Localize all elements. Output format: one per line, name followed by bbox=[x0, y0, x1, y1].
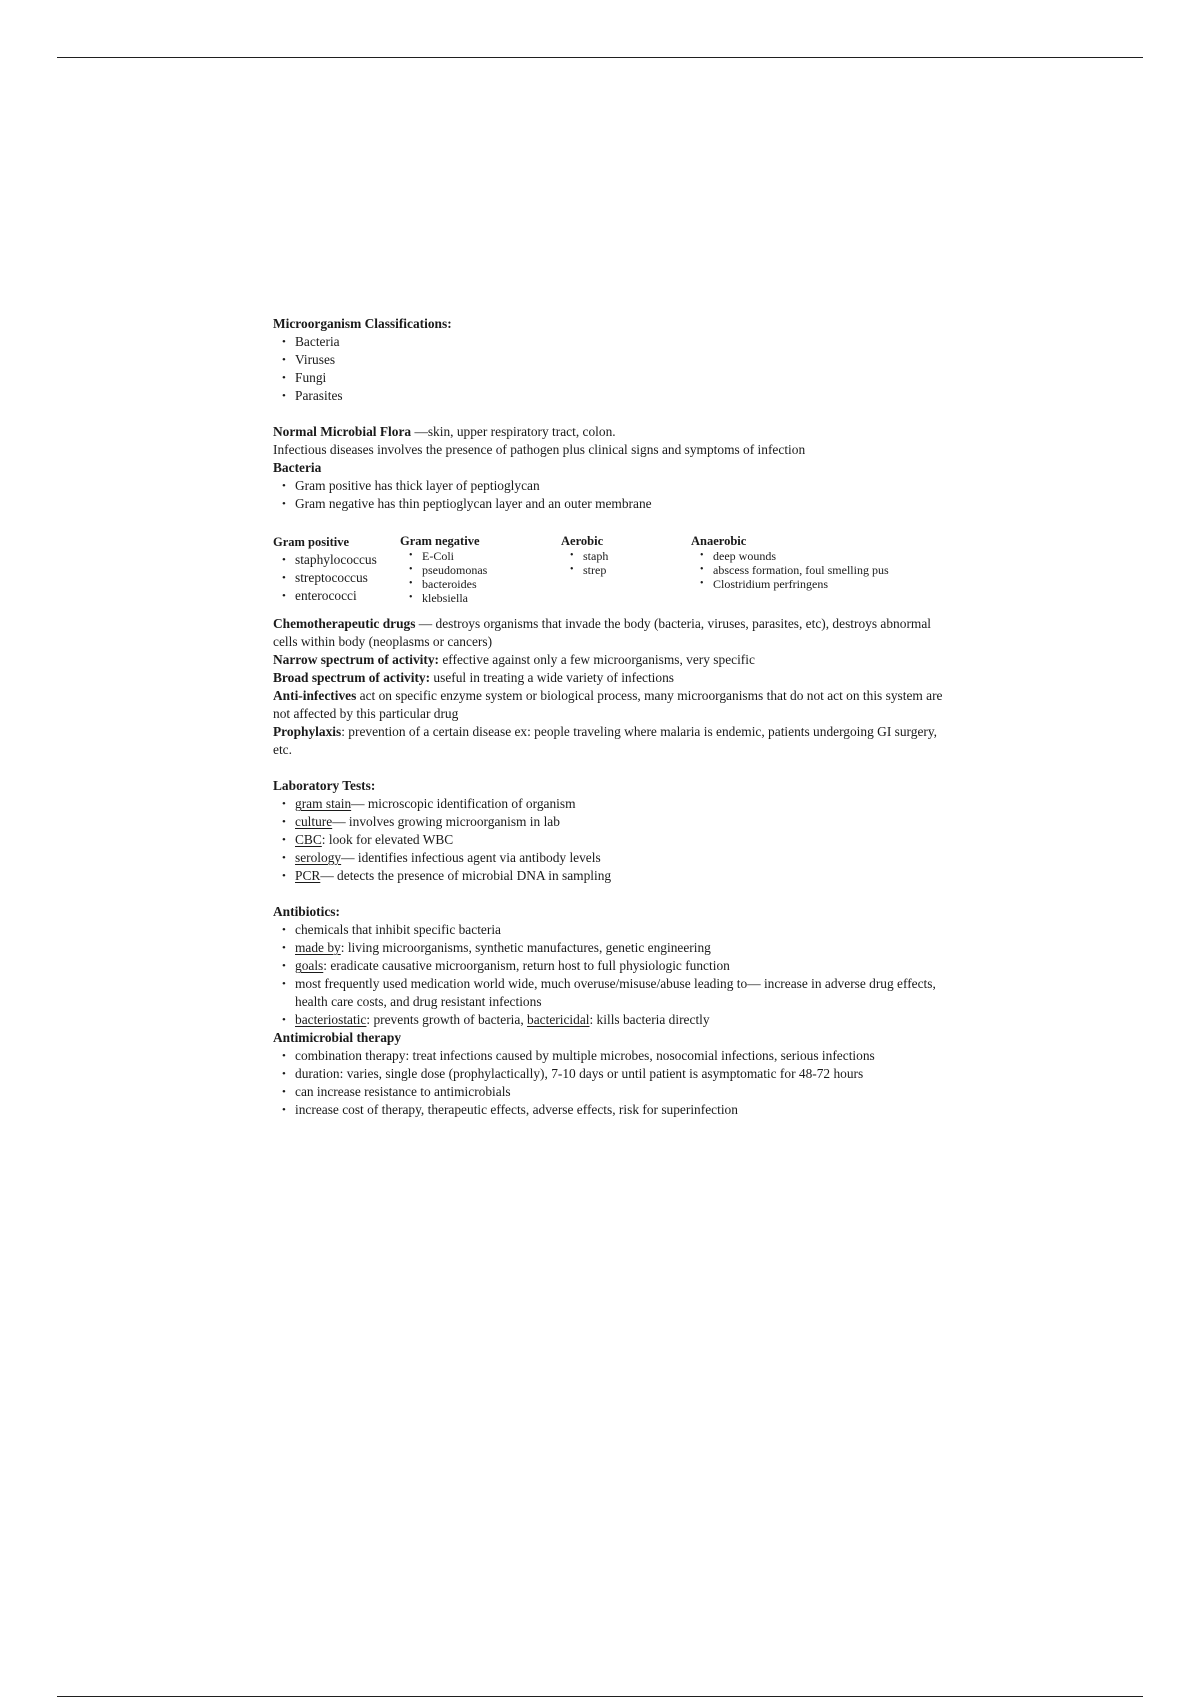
classifications-heading: Microorganism Classifications: bbox=[273, 316, 452, 331]
list-item: • culture— involves growing microorganism in lab bbox=[295, 813, 953, 831]
list-item: • bacteriostatic: prevents growth of bacteria, bactericidal: kills bacteria directly bbox=[295, 1011, 953, 1029]
bacteria-heading: Bacteria bbox=[273, 460, 322, 475]
list-item: • deep wounds bbox=[713, 549, 953, 563]
bacteria-columns bbox=[273, 533, 953, 603]
top-rule bbox=[57, 57, 1143, 58]
list-item: • PCR— detects the presence of microbial DNA in sampling bbox=[295, 867, 953, 885]
antibiotics-list bbox=[273, 921, 953, 1029]
definition-broad-spectrum: Broad spectrum of activity: useful in treating a wide variety of infections bbox=[273, 670, 675, 685]
definition-narrow-spectrum: Narrow spectrum of activity: effective against only a few microorganisms, very specific bbox=[273, 652, 755, 667]
classifications-list bbox=[273, 333, 953, 405]
list-item: • goals: eradicate causative microorganism, return host to full physiologic function bbox=[295, 957, 953, 975]
flora-term: Normal Microbial Flora bbox=[273, 424, 412, 439]
list-item: • enterococci bbox=[295, 587, 398, 605]
list-item: • increase cost of therapy, therapeutic effects, adverse effects, risk for superinfection bbox=[295, 1101, 953, 1119]
antimicrobial-list bbox=[273, 1047, 953, 1119]
list-item: • strep bbox=[583, 563, 681, 577]
flora-line bbox=[273, 423, 953, 441]
list-item: • streptococcus bbox=[295, 569, 398, 587]
antimicrobial-heading: Antimicrobial therapy bbox=[273, 1030, 402, 1045]
list-item: • combination therapy: treat infections caused by multiple microbes, nosocomial infections, serious infections bbox=[295, 1047, 953, 1065]
column-heading: Aerobic bbox=[561, 534, 604, 548]
list-item: • E-Coli bbox=[422, 549, 550, 563]
lab-heading: Laboratory Tests: bbox=[273, 778, 376, 793]
gram-negative-column bbox=[400, 533, 550, 605]
definition-anti-infectives: Anti-infectives act on specific enzyme system or biological process, many microorganisms that do not act on this system are not affected by this particular drug bbox=[273, 688, 943, 721]
document-body bbox=[273, 315, 953, 1119]
definition-prophylaxis: Prophylaxis: prevention of a certain disease ex: people traveling where malaria is endemic, patients undergoing GI surgery, etc. bbox=[273, 724, 938, 757]
list-item: • Gram negative has thin peptioglycan layer and an outer membrane bbox=[295, 495, 953, 513]
list-item: • abscess formation, foul smelling pus bbox=[713, 563, 953, 577]
antibiotics-heading: Antibiotics: bbox=[273, 904, 340, 919]
list-item: • pseudomonas bbox=[422, 563, 550, 577]
bacteria-list bbox=[273, 477, 953, 513]
list-item: • can increase resistance to antimicrobials bbox=[295, 1083, 953, 1101]
list-item: • CBC: look for elevated WBC bbox=[295, 831, 953, 849]
column-heading: Anaerobic bbox=[691, 534, 747, 548]
list-item: • Parasites bbox=[295, 387, 953, 405]
flora-text: —skin, upper respiratory tract, colon. bbox=[411, 424, 616, 439]
aerobic-column bbox=[561, 533, 681, 577]
list-item: • staphylococcus bbox=[295, 551, 398, 569]
list-item: • most frequently used medication world wide, much overuse/misuse/abuse leading to— increase in adverse drug effects, health care costs, and drug resistant infections bbox=[295, 975, 953, 1011]
list-item: • Bacteria bbox=[295, 333, 953, 351]
column-heading: Gram negative bbox=[400, 534, 480, 548]
list-item: • Clostridium perfringens bbox=[713, 577, 953, 591]
bottom-rule bbox=[57, 1696, 1143, 1697]
definition-chemotherapeutic: Chemotherapeutic drugs — destroys organisms that invade the body (bacteria, viruses, parasites, etc), destroys abnormal cells within body (neoplasms or cancers) bbox=[273, 616, 931, 649]
list-item: • staph bbox=[583, 549, 681, 563]
anaerobic-column bbox=[691, 533, 953, 591]
lab-list bbox=[273, 795, 953, 885]
list-item: • serology— identifies infectious agent via antibody levels bbox=[295, 849, 953, 867]
gram-positive-column bbox=[273, 533, 398, 605]
list-item: • klebsiella bbox=[422, 591, 550, 605]
list-item: • Fungi bbox=[295, 369, 953, 387]
list-item: • Viruses bbox=[295, 351, 953, 369]
list-item: • made by: living microorganisms, synthetic manufactures, genetic engineering bbox=[295, 939, 953, 957]
list-item: • Gram positive has thick layer of peptioglycan bbox=[295, 477, 953, 495]
list-item: • bacteroides bbox=[422, 577, 550, 591]
column-heading: Gram positive bbox=[273, 535, 350, 549]
list-item: • gram stain— microscopic identification of organism bbox=[295, 795, 953, 813]
infectious-line: Infectious diseases involves the presence of pathogen plus clinical signs and symptoms of infection bbox=[273, 442, 806, 457]
list-item: • duration: varies, single dose (prophylactically), 7-10 days or until patient is asymptomatic for 48-72 hours bbox=[295, 1065, 953, 1083]
list-item: • chemicals that inhibit specific bacteria bbox=[295, 921, 953, 939]
